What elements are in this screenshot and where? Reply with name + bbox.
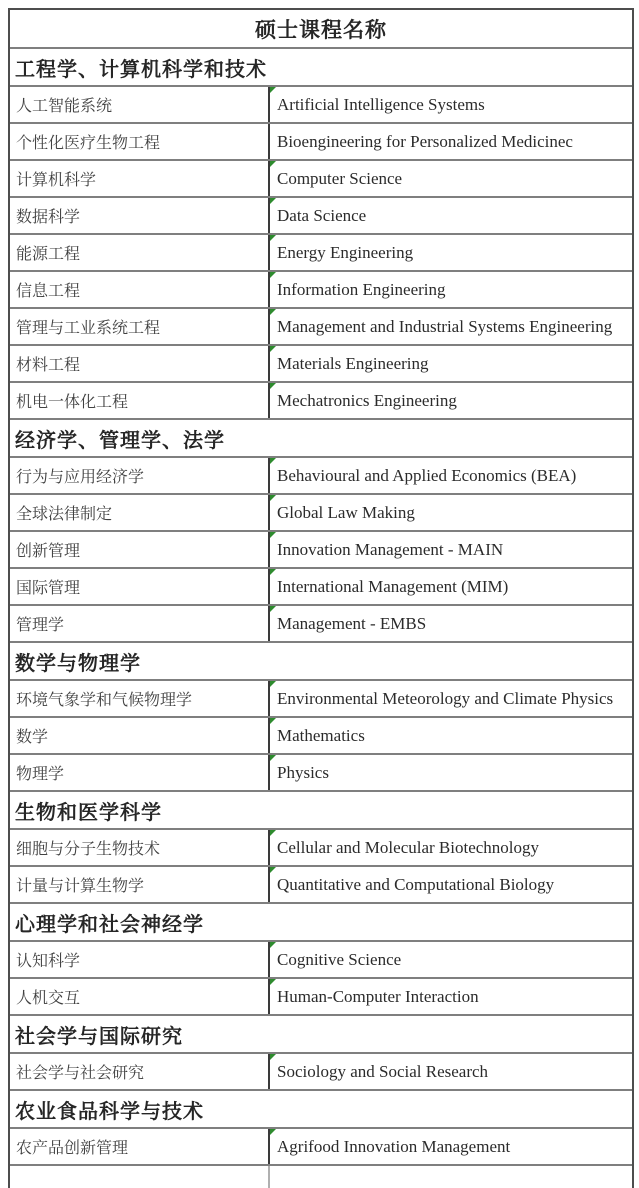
course-name-zh: 全球法律制定: [16, 506, 113, 523]
course-name-en: Energy Engineering: [277, 242, 414, 262]
partial-empty-row: [10, 1166, 632, 1188]
cell-corner-indicator-icon: [270, 495, 276, 501]
course-name-zh: 数学: [16, 729, 49, 746]
course-name-en-cell: [268, 979, 632, 1014]
cell-corner-indicator-icon: [270, 198, 276, 204]
cell-corner-indicator-icon: [270, 718, 276, 724]
cell-corner-indicator-icon: [270, 755, 276, 761]
course-name-zh: 人工智能系统: [16, 98, 113, 115]
course-name-en-cell: [268, 124, 632, 159]
cell-corner-indicator-icon: [270, 606, 276, 612]
course-name-en: International Management (MIM): [277, 576, 509, 596]
course-name-zh: 细胞与分子生物技术: [16, 841, 161, 858]
cell-corner-indicator-icon: [270, 979, 276, 985]
course-row: [10, 569, 632, 606]
course-name-en-cell: [268, 383, 632, 418]
section-header: 生物和医学科学: [15, 801, 162, 824]
section-header: 数学与物理学: [15, 652, 141, 675]
course-row: [10, 87, 632, 124]
table-body: [10, 49, 632, 1166]
course-name-en-cell: [268, 235, 632, 270]
section-header-row: [10, 643, 632, 681]
course-name-en: Global Law Making: [277, 502, 415, 522]
course-name-zh: 管理学: [16, 617, 65, 634]
course-row: [10, 867, 632, 904]
section-header-row: [10, 792, 632, 830]
cell-corner-indicator-icon: [270, 569, 276, 575]
course-name-zh: 行为与应用经济学: [16, 469, 145, 486]
course-name-en-cell: [268, 755, 632, 790]
course-row: [10, 1129, 632, 1166]
course-row: [10, 161, 632, 198]
section-header-row: [10, 1016, 632, 1054]
course-row: [10, 458, 632, 495]
course-name-en: Mathematics: [277, 725, 365, 745]
course-row: [10, 198, 632, 235]
section-header-row: [10, 1091, 632, 1129]
course-name-en: Cellular and Molecular Biotechnology: [277, 837, 540, 857]
cell-corner-indicator-icon: [270, 1054, 276, 1060]
cell-corner-indicator-icon: [270, 309, 276, 315]
course-row: [10, 272, 632, 309]
course-row: [10, 532, 632, 569]
course-name-en-cell: [268, 346, 632, 381]
course-name-en-cell: [268, 942, 632, 977]
course-name-en-cell: [268, 830, 632, 865]
course-row: [10, 979, 632, 1016]
course-name-en: Innovation Management - MAIN: [277, 539, 504, 559]
course-name-zh: 管理与工业系统工程: [16, 320, 161, 337]
course-name-zh: 人机交互: [16, 990, 81, 1007]
cell-corner-indicator-icon: [270, 346, 276, 352]
section-header-row: [10, 49, 632, 87]
course-row: [10, 309, 632, 346]
course-name-en: Management and Industrial Systems Engineering: [277, 316, 613, 336]
course-name-en: Sociology and Social Research: [277, 1061, 489, 1081]
course-name-en: Human-Computer Interaction: [277, 986, 479, 1006]
course-row: [10, 942, 632, 979]
course-name-en: Behavioural and Applied Economics (BEA): [277, 465, 577, 485]
course-row: [10, 124, 632, 161]
course-name-en-cell: [268, 1129, 632, 1164]
page-title: 硕士课程名称: [255, 17, 387, 42]
course-name-en-cell: [268, 867, 632, 902]
course-name-en: Information Engineering: [277, 279, 446, 299]
course-row: [10, 346, 632, 383]
section-header: 农业食品科学与技术: [15, 1100, 204, 1123]
course-table: [8, 8, 634, 1188]
cell-corner-indicator-icon: [270, 235, 276, 241]
course-name-en: Materials Engineering: [277, 353, 429, 373]
course-row: [10, 718, 632, 755]
section-header-row: [10, 420, 632, 458]
course-row: [10, 383, 632, 420]
cell-corner-indicator-icon: [270, 1129, 276, 1135]
course-name-en-cell: [268, 681, 632, 716]
course-name-zh: 数据科学: [16, 209, 81, 226]
course-name-en: Cognitive Science: [277, 949, 402, 969]
cell-corner-indicator-icon: [270, 942, 276, 948]
course-name-en-cell: [268, 309, 632, 344]
course-name-en-cell: [268, 272, 632, 307]
course-name-zh: 国际管理: [16, 580, 81, 597]
course-name-zh: 环境气象学和气候物理学: [16, 692, 193, 709]
course-name-zh: 创新管理: [16, 543, 81, 560]
section-header: 社会学与国际研究: [15, 1025, 183, 1048]
course-name-zh: 材料工程: [16, 357, 81, 374]
course-row: [10, 830, 632, 867]
course-name-en-cell: [268, 495, 632, 530]
course-name-zh: 社会学与社会研究: [16, 1065, 145, 1082]
course-name-en-cell: [268, 569, 632, 604]
cell-corner-indicator-icon: [270, 830, 276, 836]
course-row: [10, 1054, 632, 1091]
course-row: [10, 681, 632, 718]
table-title-row: [10, 10, 632, 49]
cell-corner-indicator-icon: [270, 87, 276, 93]
course-name-en: Computer Science: [277, 168, 403, 188]
cell-corner-indicator-icon: [270, 383, 276, 389]
course-name-en: Data Science: [277, 205, 367, 225]
course-name-zh: 能源工程: [16, 246, 81, 263]
cell-corner-indicator-icon: [270, 272, 276, 278]
course-name-en-cell: [268, 606, 632, 641]
course-name-zh: 计量与计算生物学: [16, 878, 145, 895]
course-row: [10, 235, 632, 272]
course-name-en: Bioengineering for Personalized Medicinec: [277, 131, 573, 151]
course-name-zh: 计算机科学: [16, 172, 97, 189]
course-name-en: Environmental Meteorology and Climate Physics: [277, 688, 614, 708]
empty-cell-zh: [10, 1166, 268, 1188]
course-name-zh: 机电一体化工程: [16, 394, 129, 411]
course-name-en-cell: [268, 718, 632, 753]
cell-corner-indicator-icon: [270, 161, 276, 167]
section-header: 心理学和社会神经学: [15, 913, 204, 936]
course-name-en-cell: [268, 161, 632, 196]
course-name-en: Management - EMBS: [277, 613, 427, 633]
course-name-en: Artificial Intelligence Systems: [277, 94, 485, 114]
course-name-zh: 农产品创新管理: [16, 1140, 129, 1157]
course-name-en-cell: [268, 532, 632, 567]
empty-cell-en: [268, 1166, 632, 1188]
section-header: 经济学、管理学、法学: [15, 429, 225, 452]
course-row: [10, 755, 632, 792]
section-header: 工程学、计算机科学和技术: [15, 58, 267, 81]
course-name-en: Quantitative and Computational Biology: [277, 874, 555, 894]
course-name-en: Mechatronics Engineering: [277, 390, 457, 410]
course-name-en-cell: [268, 1054, 632, 1089]
course-name-en-cell: [268, 87, 632, 122]
course-name-zh: 个性化医疗生物工程: [16, 135, 161, 152]
section-header-row: [10, 904, 632, 942]
cell-corner-indicator-icon: [270, 532, 276, 538]
cell-corner-indicator-icon: [270, 681, 276, 687]
course-row: [10, 606, 632, 643]
course-name-en-cell: [268, 458, 632, 493]
course-name-en: Physics: [277, 762, 329, 782]
cell-corner-indicator-icon: [270, 867, 276, 873]
course-row: [10, 495, 632, 532]
cell-corner-indicator-icon: [270, 458, 276, 464]
course-name-zh: 物理学: [16, 766, 65, 783]
course-name-en: Agrifood Innovation Management: [277, 1136, 511, 1156]
course-name-en-cell: [268, 198, 632, 233]
course-name-zh: 认知科学: [16, 953, 81, 970]
course-name-zh: 信息工程: [16, 283, 81, 300]
